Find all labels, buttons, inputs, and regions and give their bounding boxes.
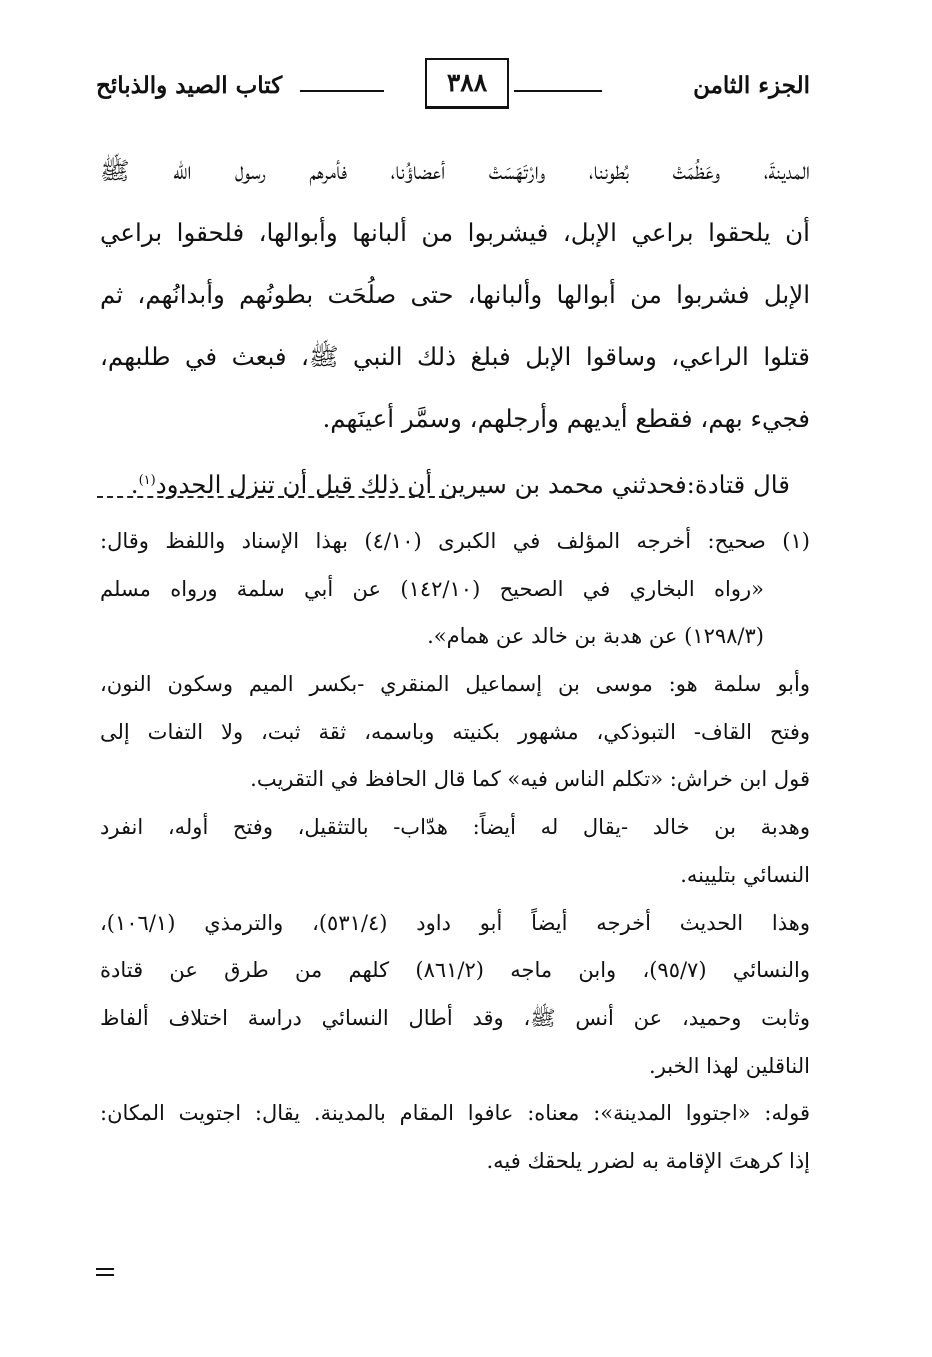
header-rule-left: [300, 90, 384, 92]
footnotes: [100, 518, 810, 1186]
text-line: قتلوا الراعي، وساقوا الإبل فبلغ ذلك النبي ﷺ، فبعث في طلبهم،: [100, 342, 810, 371]
footnote-line: قوله: «اجتووا المدينة»: معناه: عافوا المقام بالمدينة. يقال: اجتويت المكان:: [100, 1101, 810, 1126]
book-title: كتاب الصيد والذبائح: [96, 72, 283, 99]
text-line-last: قال قتادة:فحدثني محمد بن سيرين أن ذلك قبل أن تنزل الحدود$^{(١)}$.: [130, 470, 790, 500]
main-text: [100, 140, 810, 512]
page-number: ٣٨٨: [425, 58, 509, 109]
end-of-page-mark: [96, 1268, 114, 1280]
footnote-line: قول ابن خراش: «تكلم الناس فيه» كما قال الحافظ في التقريب.: [250, 767, 810, 792]
footnote-line: وأبو سلمة هو: موسى بن إسماعيل المنقري -بكسر الميم وسكون النون،: [100, 672, 810, 697]
footnote-line: وثابت وحميد، عن أنس ﷺ، وقد أطال النسائي دراسة اختلاف ألفاظ: [100, 1005, 810, 1030]
qatada-quote: قال قتادة:فحدثني محمد بن سيرين أن ذلك قبل أن تنزل الحدود: [155, 470, 790, 500]
footnote-line: وهذا الحديث أخرجه أيضاً أبو داود (٥٣١/٤)، والترمذي (١٠٦/١)،: [100, 910, 810, 935]
text-line: المدينةَ، وعَظُمَتْ بُطوننا، وارْتَهَسَتْ أعضاؤُنا، فأمرهم رسول الله ﷺ: [100, 156, 810, 185]
footnote-line: وهدبة بن خالد -يقال له أيضاً: هدّاب- بالتثقيل، وفتح أوله، انفرد: [100, 815, 810, 840]
footnote-line: إذا كرهتَ الإقامة به لضرر يلحقك فيه.: [486, 1148, 810, 1173]
footnote-line: (١) صحيح: أخرجه المؤلف في الكبرى (٤/١٠) بهذا الإسناد واللفظ وقال:: [100, 529, 810, 553]
text-line: أن يلحقوا براعي الإبل، فيشربوا من ألبانها وأبوالها، فلحقوا براعي: [100, 218, 810, 247]
part-title: الجزء الثامن: [693, 72, 810, 99]
header-rule-right: [514, 90, 602, 92]
footnote-separator: [97, 496, 455, 498]
footnote-line: النسائي بتليينه.: [680, 862, 810, 887]
footnote-line: وفتح القاف- التبوذكي، مشهور بكنيته وباسمه، ثقة ثبت، ولا التفات إلى: [100, 719, 810, 744]
footnote-marker: (١): [138, 473, 156, 488]
footnote-line: «رواه البخاري في الصحيح (١٤٢/١٠) عن أبي سلمة ورواه مسلم: [100, 576, 765, 601]
footnote-line: (١٢٩٨/٣) عن هدبة بن خالد عن همام».: [427, 624, 764, 649]
footnote-line: والنسائي (٩٥/٧)، وابن ماجه (٨٦١/٢) كلهم من طرق عن قتادة: [100, 958, 810, 983]
text-line: الإبل فشربوا من أبوالها وألبانها، حتى صلُحَت بطونُهم وأبدانُهم، ثم: [100, 280, 810, 309]
footnote-line: الناقلين لهذا الخبر.: [649, 1053, 810, 1078]
running-header: [96, 58, 810, 114]
text-line: فجيء بهم، فقطع أيديهم وأرجلهم، وسمَّر أعينَهم.: [322, 404, 810, 433]
